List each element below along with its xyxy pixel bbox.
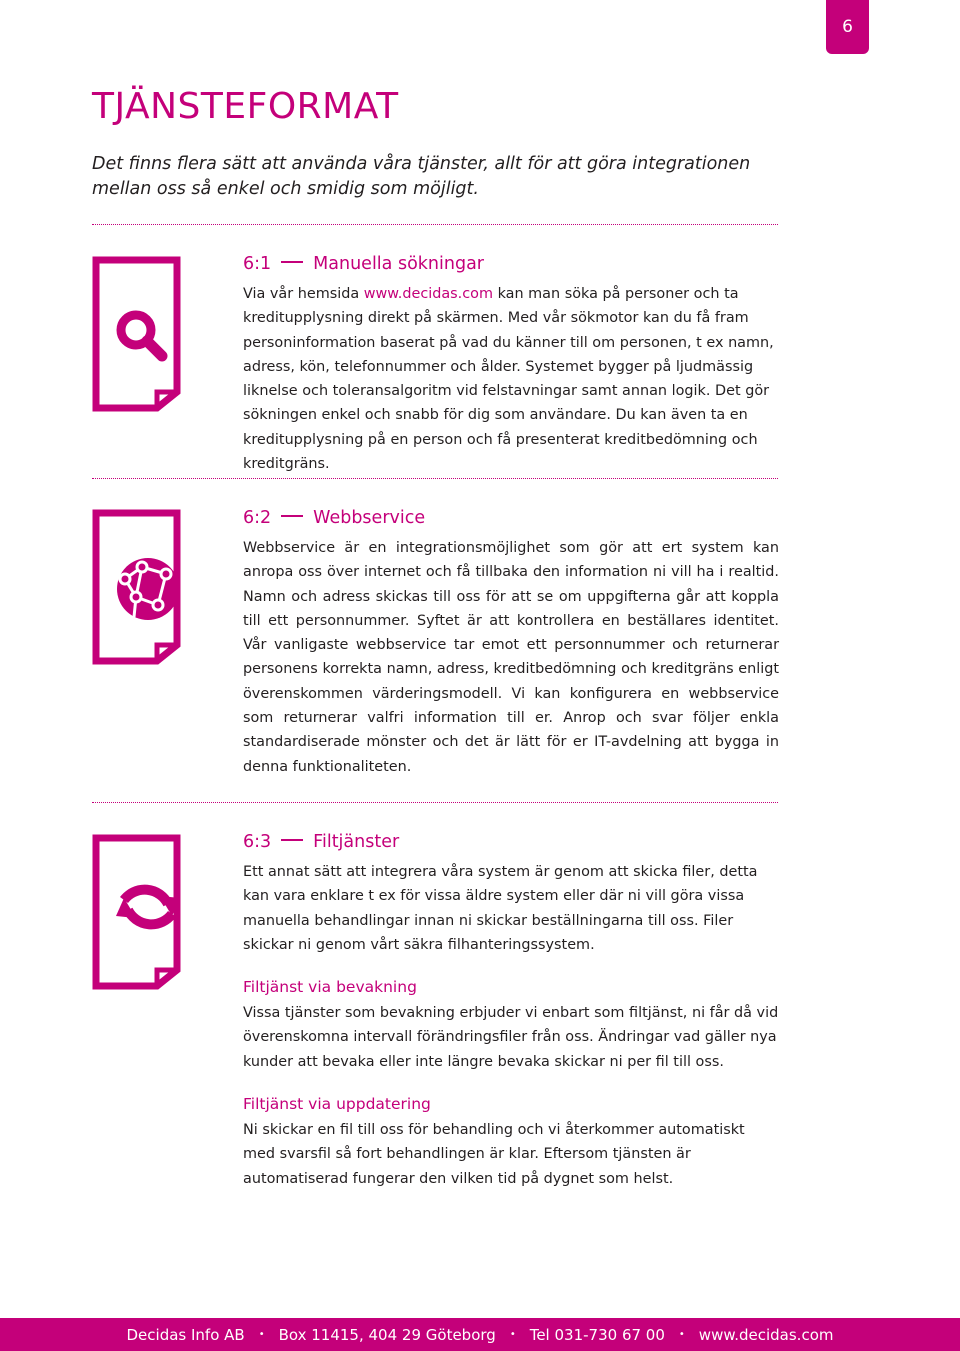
divider	[92, 478, 778, 479]
section-file-services	[243, 830, 779, 1191]
footer-address: Box 11415, 404 29 Göteborg	[278, 1325, 496, 1344]
footer-website[interactable]: www.decidas.com	[698, 1325, 834, 1344]
divider	[92, 802, 778, 803]
divider	[92, 224, 778, 225]
subsection-body: Vissa tjänster som bevakning erbjuder vi enbart som filtjänst, ni får då vid överenskomna intervall förändringsfiler från oss. Ändringar vad gäller nya kunder att bevaka eller inte längre bevaka skickar ni per fil till oss.	[243, 1005, 779, 1070]
heading-dash	[281, 839, 303, 841]
network-globe-icon	[92, 509, 181, 665]
footer-separator: •	[678, 1329, 685, 1340]
subsection-heading: Filtjänst via uppdatering	[243, 1095, 431, 1114]
heading-dash	[281, 261, 303, 263]
subsection-body: Ni skickar en fil till oss för behandling och vi återkommer automatiskt med svarsfil så fort behandlingen är klar. Eftersom tjänsten är automatiserad fungerar den vilken tid på dygnet som helst.	[243, 1122, 745, 1187]
section-body	[243, 282, 779, 476]
footer-separator: •	[509, 1329, 516, 1340]
search-icon	[92, 256, 181, 412]
section-heading	[243, 830, 779, 854]
section-manual-search	[243, 252, 779, 476]
footer-separator: •	[258, 1329, 265, 1340]
footer-bar	[0, 1318, 960, 1351]
section-heading	[243, 506, 779, 530]
heading-dash	[281, 515, 303, 517]
section-number: 6:2	[243, 508, 272, 528]
body-text: kan man söka på personer och ta kreditupplysning direkt på skärmen. Med vår sökmotor kan du få fram personinformation baserat på vad du känner till om personen, t ex namn, adress, kön, telefonnummer och ålder. Systemet bygger på ljudmässig liknelse och toleransalgoritm vid felstavningar samt annan logik. Det gör sökningen enkel och snabb för dig som användare. Du kan även ta en kreditupplysning på en person och få presenterat kreditbedömning och kreditgräns.	[243, 286, 774, 473]
subsection-heading: Filtjänst via bevakning	[243, 978, 417, 997]
section-title: Webbservice	[313, 508, 426, 528]
page-number-tab	[826, 0, 869, 54]
section-title: Manuella sökningar	[313, 254, 484, 274]
section-heading	[243, 252, 779, 276]
sync-arrows-icon	[92, 834, 181, 990]
section-body: Webbservice är en integrationsmöjlighet som gör att ert system kan anropa oss över internet och få tillbaka den information ni vill ha i realtid. Namn och adress skickas till oss för att se om uppgifterna går att koppla till ett personnummer. Syftet är att kontrollera en beställares identitet. Vår vanligaste webbservice tar emot ett personnummer och returnerar personens korrekta namn, adress, kreditbedömning och kreditgräns enligt överenskommen värderingsmodell. Vi kan konfigurera en webbservice som returnerar valfri information till er. Anrop och svar följer enkla standardiserade mönster och det är lätt för er IT-avdelning att bygga in denna funktionaliteten.	[243, 540, 779, 775]
section-body: Ett annat sätt att integrera våra system är genom att skicka filer, detta kan vara enklare t ex för vissa äldre system eller där ni vill göra vissa manuella behandlingar innan ni skickar beställningarna till oss. Filer skickar ni genom vårt säkra filhanteringssystem.	[243, 864, 758, 953]
body-text: Via vår hemsida	[243, 286, 364, 302]
intro-text: Det finns flera sätt att använda våra tjänster, allt för att göra integrationen mellan oss så enkel och smidig som möjligt.	[92, 154, 751, 199]
section-webservice	[243, 506, 779, 779]
page-title: TJÄNSTEFORMAT	[92, 86, 399, 127]
website-link[interactable]: www.decidas.com	[363, 286, 493, 302]
section-title: Filtjänster	[313, 832, 400, 852]
section-number: 6:3	[243, 832, 272, 852]
section-number: 6:1	[243, 254, 272, 274]
page-number: 6	[842, 17, 853, 37]
footer-company: Decidas Info AB	[126, 1325, 245, 1344]
footer-phone: Tel 031-730 67 00	[529, 1325, 665, 1344]
